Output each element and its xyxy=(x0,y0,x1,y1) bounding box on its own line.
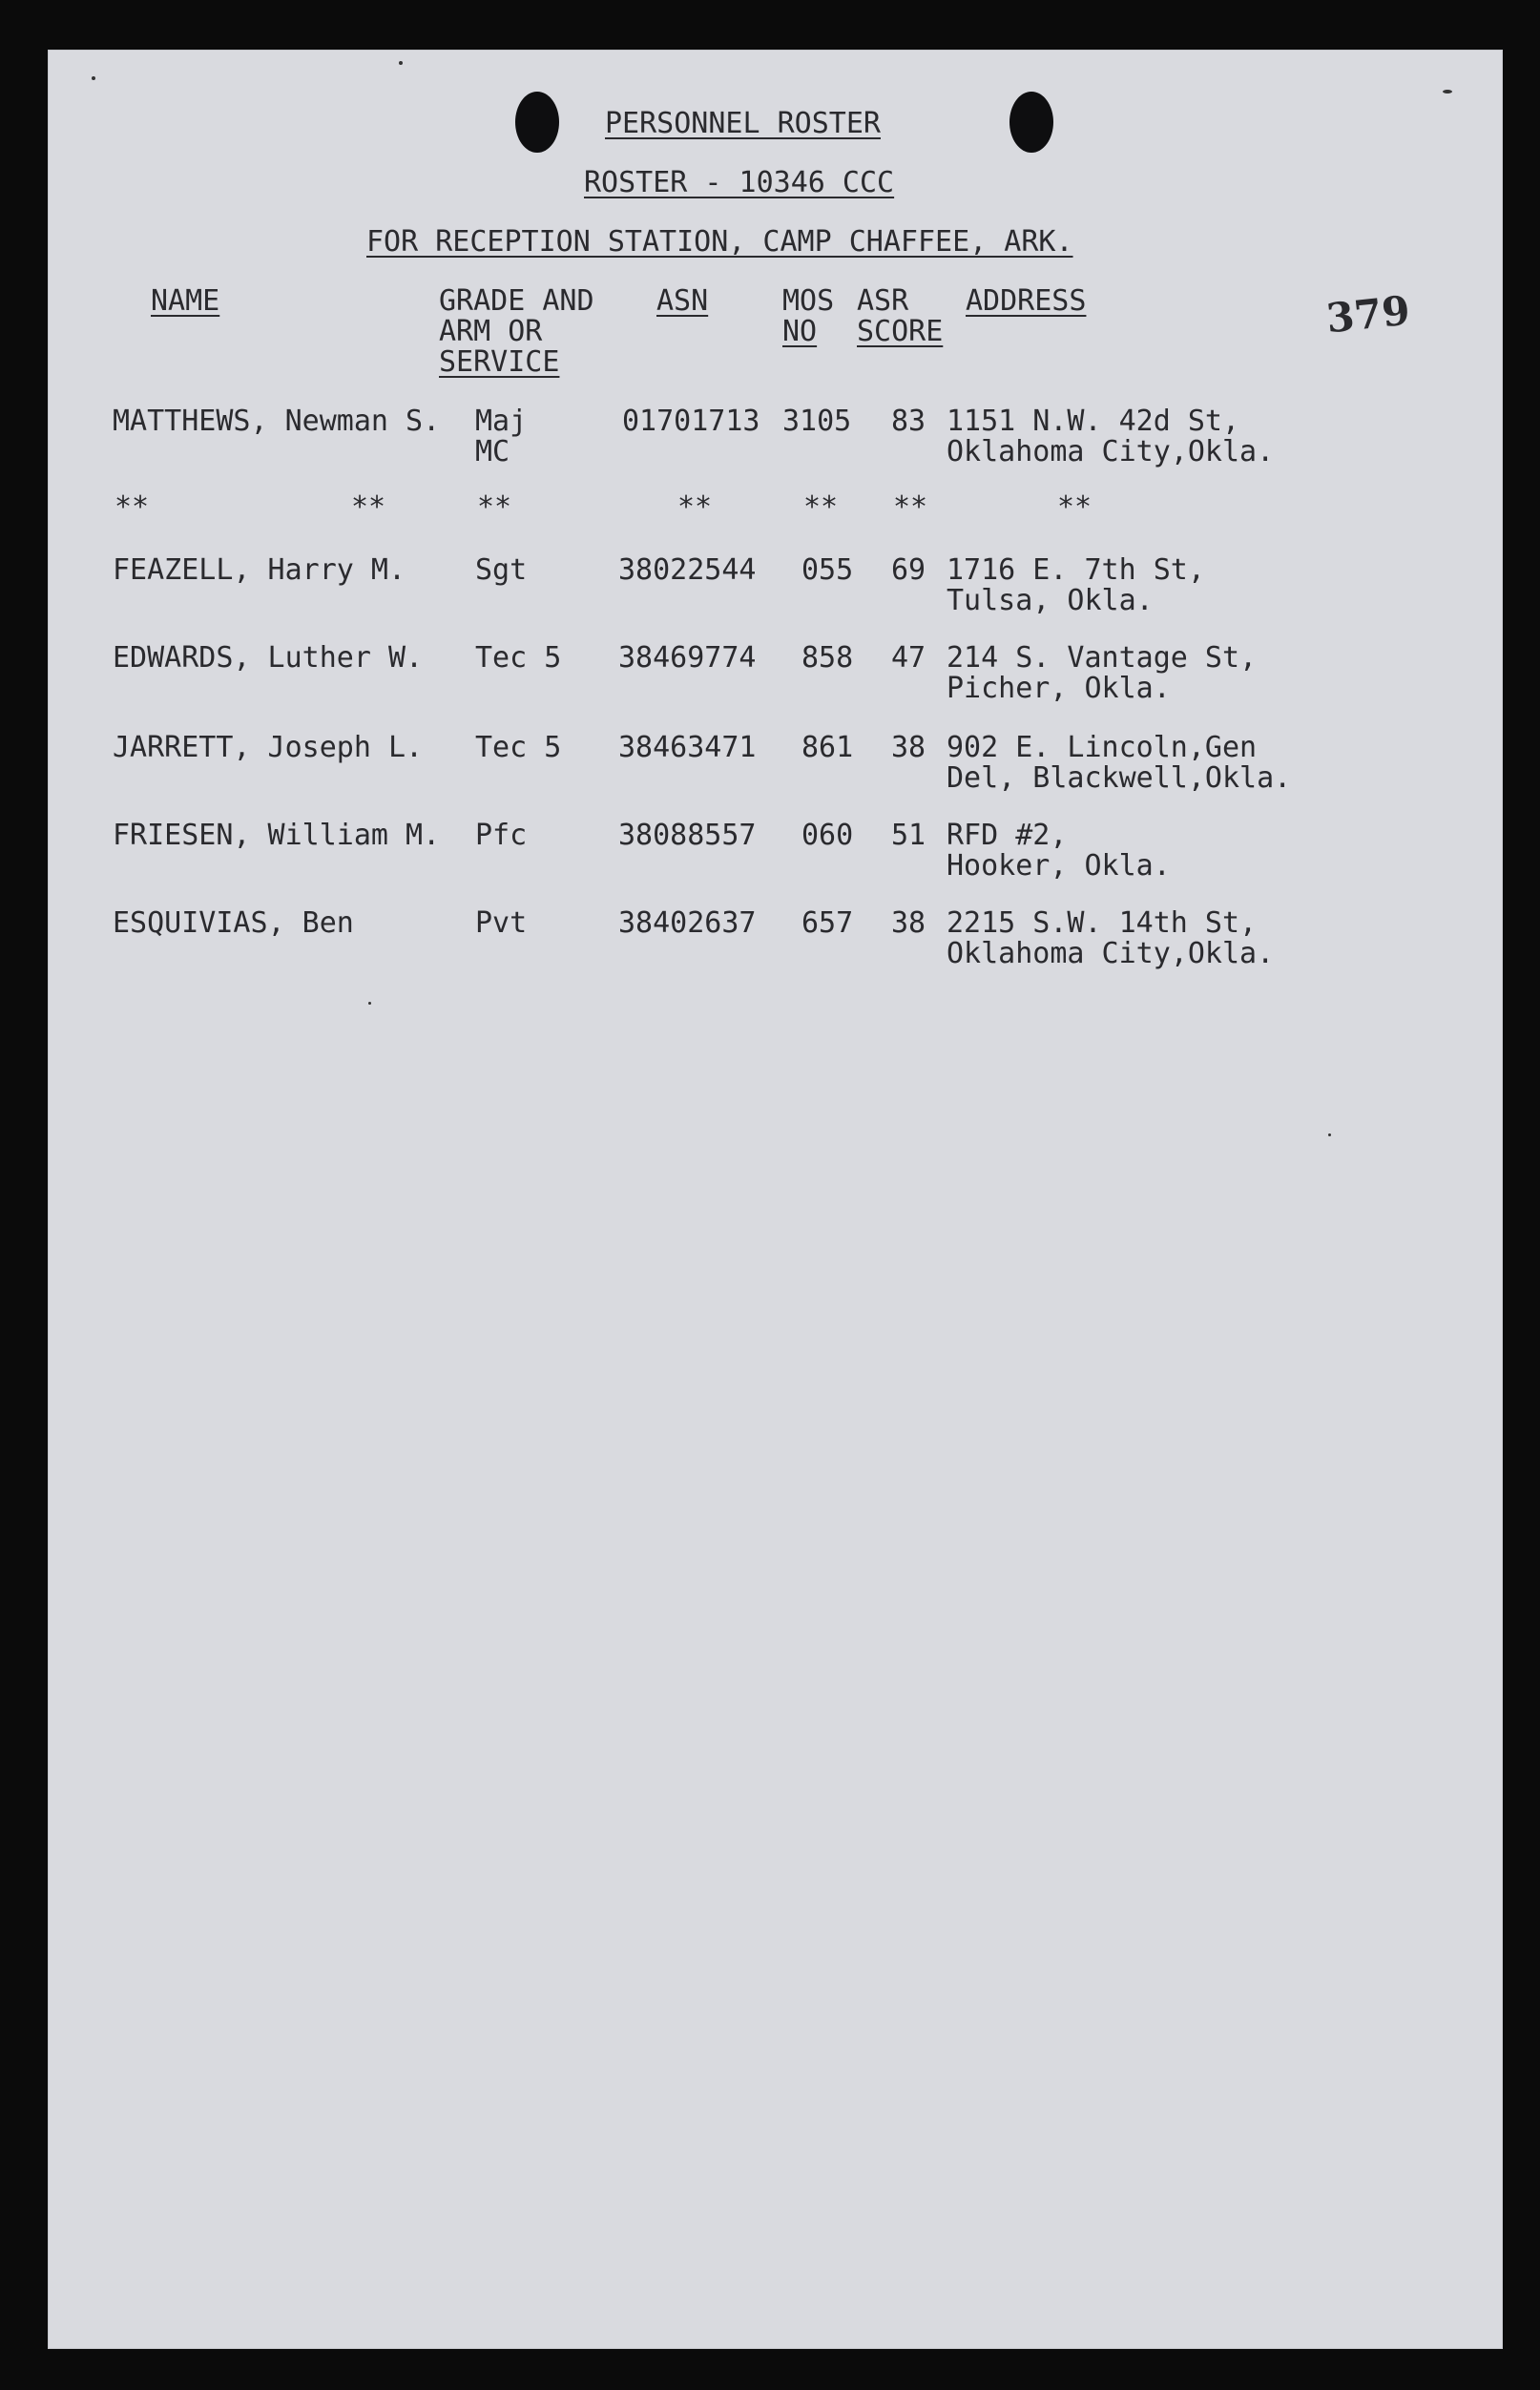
station-line: FOR RECEPTION STATION, CAMP CHAFFEE, ARK. xyxy=(366,225,1073,259)
row-asr: 38 xyxy=(891,906,926,940)
row-address-line2: Tulsa, Okla. xyxy=(947,584,1154,617)
row-name: FRIESEN, William M. xyxy=(113,819,441,852)
row-address-line1: RFD #2, xyxy=(947,819,1068,852)
row-asn: 38469774 xyxy=(618,641,757,675)
separator-asterisks: ** xyxy=(1057,490,1093,524)
speck xyxy=(1443,90,1452,94)
column-header-address: ADDRESS xyxy=(966,284,1087,318)
page-number: 379 xyxy=(1323,286,1412,343)
row-name: EDWARDS, Luther W. xyxy=(113,641,424,675)
row-name: FEAZELL, Harry M. xyxy=(113,553,406,587)
row-mos: 3105 xyxy=(782,405,852,438)
row-asn: 38022544 xyxy=(618,553,757,587)
row-asn: 38088557 xyxy=(618,819,757,852)
column-header-grade-line2: ARM OR xyxy=(439,315,543,348)
row-grade: Tec 5 xyxy=(475,641,562,675)
speck xyxy=(92,76,95,80)
document-sheet xyxy=(48,50,1503,2349)
row-grade: Maj xyxy=(475,405,528,438)
row-address-line2: Oklahoma City,Okla. xyxy=(947,435,1275,468)
punch-hole-right xyxy=(1009,92,1053,153)
document-title: PERSONNEL ROSTER xyxy=(605,107,881,140)
separator-asterisks: ** xyxy=(114,490,150,524)
row-name: JARRETT, Joseph L. xyxy=(113,731,424,764)
row-address-line1: 1716 E. 7th St, xyxy=(947,553,1205,587)
row-address-line1: 2215 S.W. 14th St, xyxy=(947,906,1258,940)
row-address-line2: Del, Blackwell,Okla. xyxy=(947,761,1292,795)
row-address-line2: Oklahoma City,Okla. xyxy=(947,937,1275,970)
column-header-asr-line1: ASR xyxy=(857,284,909,318)
separator-asterisks: ** xyxy=(351,490,386,524)
row-mos: 861 xyxy=(801,731,854,764)
row-asr: 69 xyxy=(891,553,926,587)
row-asr: 83 xyxy=(891,405,926,438)
column-header-asn: ASN xyxy=(656,284,709,318)
column-header-name: NAME xyxy=(151,284,220,318)
separator-asterisks: ** xyxy=(803,490,839,524)
column-header-grade-line3: SERVICE xyxy=(439,345,560,379)
separator-asterisks: ** xyxy=(477,490,512,524)
punch-hole-left xyxy=(515,92,559,153)
row-grade: Pvt xyxy=(475,906,528,940)
row-name: MATTHEWS, Newman S. xyxy=(113,405,441,438)
speck xyxy=(399,61,403,65)
separator-asterisks: ** xyxy=(893,490,928,524)
row-asn: 38402637 xyxy=(618,906,757,940)
column-header-mos-line1: MOS xyxy=(782,284,835,318)
column-header-asr-line2: SCORE xyxy=(857,315,944,348)
row-asn: 01701713 xyxy=(622,405,760,438)
column-header-mos-line2: NO xyxy=(782,315,818,348)
row-mos: 858 xyxy=(801,641,854,675)
row-name: ESQUIVIAS, Ben xyxy=(113,906,354,940)
speck xyxy=(368,1002,371,1005)
row-grade-arm: MC xyxy=(475,435,510,468)
row-grade: Sgt xyxy=(475,553,528,587)
row-address-line1: 214 S. Vantage St, xyxy=(947,641,1258,675)
row-mos: 060 xyxy=(801,819,854,852)
row-asr: 51 xyxy=(891,819,926,852)
row-address-line2: Picher, Okla. xyxy=(947,672,1171,705)
speck xyxy=(1328,1133,1331,1136)
column-header-grade-line1: GRADE AND xyxy=(439,284,594,318)
row-asr: 47 xyxy=(891,641,926,675)
row-mos: 657 xyxy=(801,906,854,940)
row-mos: 055 xyxy=(801,553,854,587)
row-asr: 38 xyxy=(891,731,926,764)
row-address-line1: 902 E. Lincoln,Gen xyxy=(947,731,1258,764)
row-grade: Pfc xyxy=(475,819,528,852)
row-address-line1: 1151 N.W. 42d St, xyxy=(947,405,1240,438)
row-asn: 38463471 xyxy=(618,731,757,764)
row-address-line2: Hooker, Okla. xyxy=(947,849,1171,883)
roster-number: ROSTER - 10346 CCC xyxy=(584,166,895,199)
row-grade: Tec 5 xyxy=(475,731,562,764)
separator-asterisks: ** xyxy=(677,490,713,524)
